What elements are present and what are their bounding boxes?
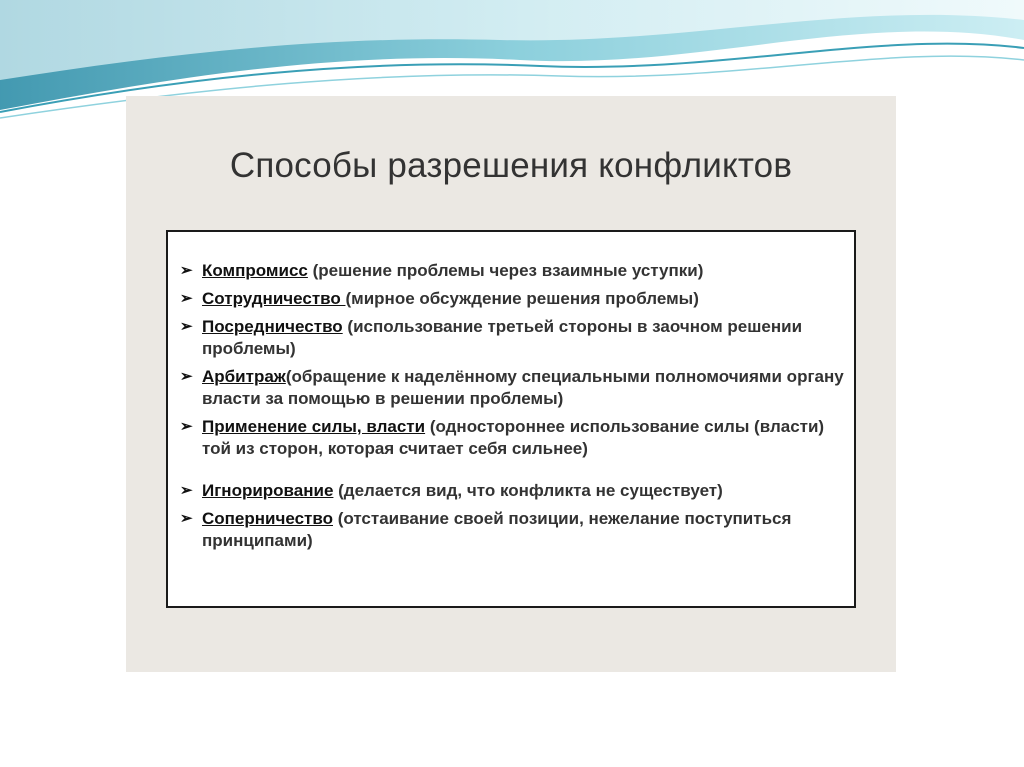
item-term: Компромисс [202, 261, 308, 280]
list-item [180, 366, 844, 410]
content-panel [126, 96, 896, 672]
arrow-right-icon: ➢ [180, 368, 193, 385]
item-desc: (одностороннее использование силы (власти) той из сторон, которая считает себя сильнее) [202, 417, 825, 458]
arrow-right-icon: ➢ [180, 418, 193, 435]
methods-list [168, 232, 854, 552]
list-item [180, 416, 844, 460]
item-term: Арбитраж [202, 367, 286, 386]
slide-title: Способы разрешения конфликтов [229, 146, 793, 185]
item-desc: (решение проблемы через взаимные уступки) [307, 261, 704, 280]
arrow-right-icon: ➢ [180, 262, 193, 279]
list-item [180, 260, 844, 282]
arrow-right-icon: ➢ [180, 510, 193, 527]
arrow-right-icon: ➢ [180, 318, 193, 335]
item-term: Игнорирование [202, 481, 334, 500]
item-desc: (делается вид, что конфликта не существует) [333, 481, 723, 500]
arrow-right-icon: ➢ [180, 482, 193, 499]
list-item [180, 508, 844, 552]
item-desc: (мирное обсуждение решения проблемы) [345, 289, 699, 308]
item-term: Посредничество [202, 317, 343, 336]
arrow-right-icon: ➢ [180, 290, 193, 307]
item-term: Соперничество [202, 509, 333, 528]
methods-box [166, 230, 856, 608]
item-term: Применение силы, власти [202, 417, 426, 436]
list-item [180, 316, 844, 360]
item-desc: (обращение к наделённому специальными полномочиями органу власти за помощью в решении проблемы) [202, 367, 844, 408]
list-item [180, 288, 844, 310]
item-desc: (отстаивание своей позиции, нежелание поступиться принципами) [202, 509, 792, 550]
item-desc: (использование третьей стороны в заочном решении проблемы) [202, 317, 803, 358]
list-item [180, 480, 844, 502]
item-term: Сотрудничество [202, 289, 346, 308]
